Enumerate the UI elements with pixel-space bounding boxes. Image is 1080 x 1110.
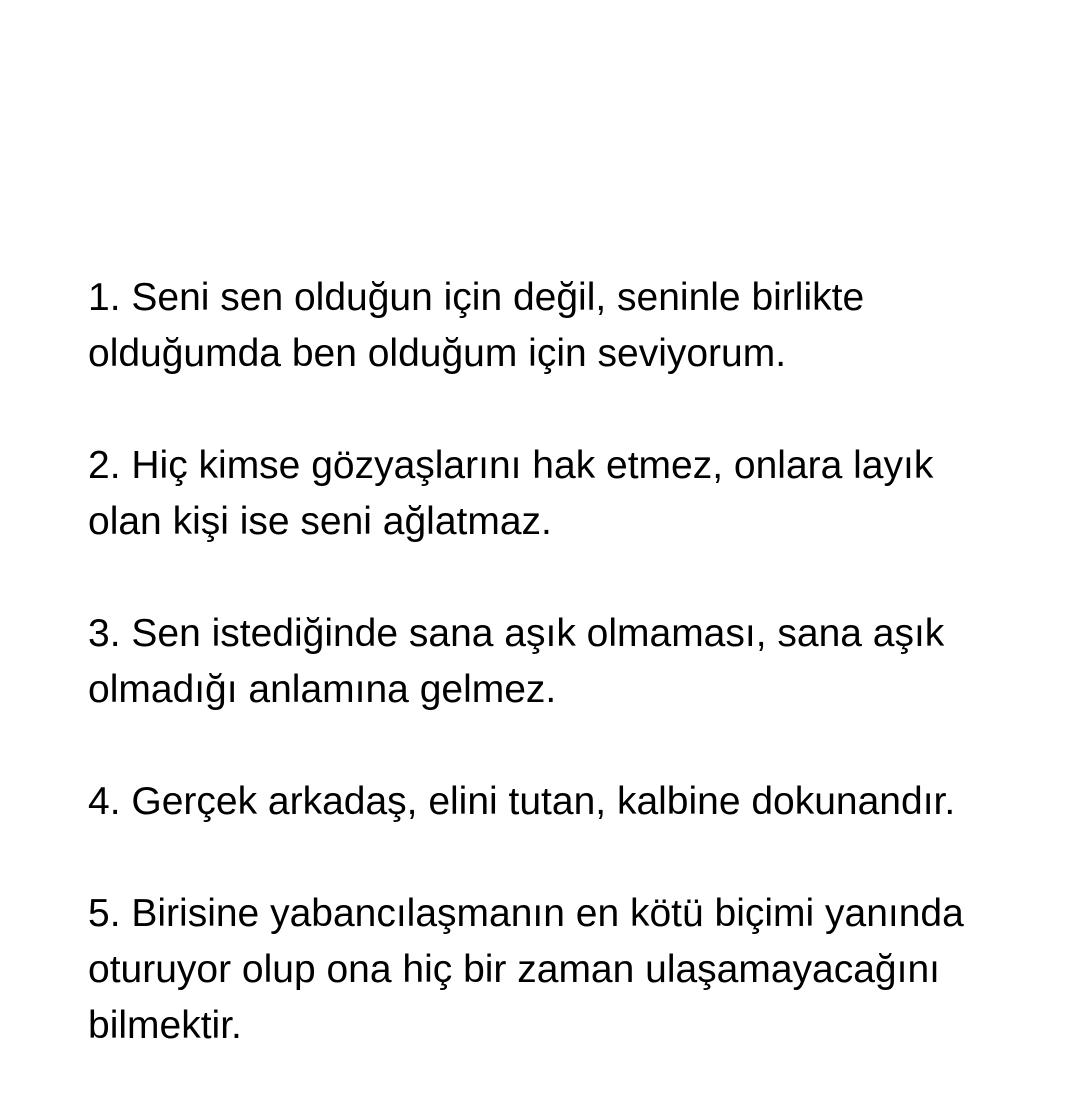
- quote-5-line-3: bilmektir.: [88, 1004, 242, 1047]
- quote-5-line-1: 5. Birisine yabancılaşmanın en kötü biçimi yanında: [88, 892, 964, 935]
- quote-list: [88, 270, 1028, 1110]
- quote-1-line-1: 1. Seni sen olduğun için değil, seninle birlikte: [88, 276, 865, 319]
- quote-1-line-2: olduğumda ben olduğum için seviyorum.: [88, 332, 787, 375]
- quote-5-line-2: oturuyor olup ona hiç bir zaman ulaşamayacağını: [88, 948, 940, 991]
- quote-item-4: [88, 774, 1028, 830]
- quote-item-2: [88, 438, 1028, 550]
- quote-item-3: [88, 606, 1028, 718]
- quote-item-5: [88, 886, 1028, 1054]
- quote-2-line-2: olan kişi ise seni ağlatmaz.: [88, 500, 552, 543]
- quote-3-line-1: 3. Sen istediğinde sana aşık olmaması, sana aşık: [88, 612, 945, 655]
- quote-3-line-2: olmadığı anlamına gelmez.: [88, 668, 557, 711]
- quote-2-line-1: 2. Hiç kimse gözyaşlarını hak etmez, onlara layık: [88, 444, 934, 487]
- quote-4-line-1: 4. Gerçek arkadaş, elini tutan, kalbine dokunandır.: [88, 780, 956, 823]
- quote-item-1: [88, 270, 1028, 382]
